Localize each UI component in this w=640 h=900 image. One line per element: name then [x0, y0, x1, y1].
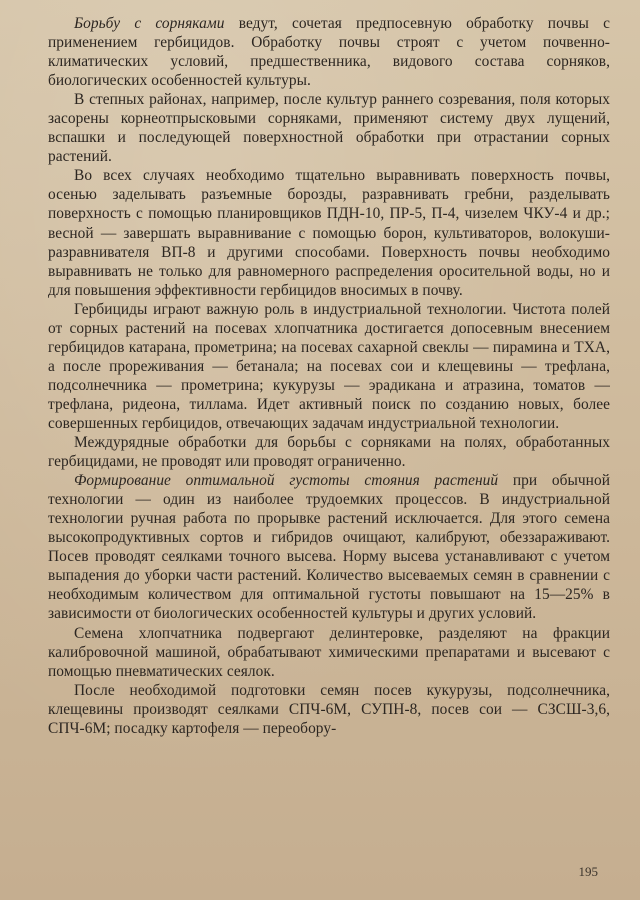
paragraph: [48, 90, 610, 166]
paragraph: [48, 681, 610, 738]
paragraph-lead-italic: Борьбу с сорняками: [74, 15, 225, 32]
paragraph-text: В степных районах, например, после культур раннего созревания, поля которых засорены корнеотпрысковыми сорняками, применяют систему двух лущений, вспашки и последующей поверхностной обработки при отрастании сорных растений.: [48, 91, 610, 166]
paragraph-text: при обычной технологии — один из наиболее трудоемких процессов. В индустриальной технологии ручная работа по прорывке растений исключается. Для этого семена высокопродуктивных сортов и гибридов очищают, калибруют, обеззараживают. Посев проводят сеялками точного высева. Норму высева устанавливают с учетом выпадения до уборки части растений. Количество высеваемых семян в сравнении с необходимым количеством для оптимальной густоты повышают на 15—25% в зависимости от биологических особенностей культуры и других условий.: [48, 472, 610, 623]
paragraph-text: Гербициды играют важную роль в индустриальной технологии. Чистота полей от сорных растений на посевах хлопчатника достигается допосевным внесением гербицидов катарана, прометрина; на посевах сахарной свеклы — пирамина и ТХА, а после прореживания — бетанала; на посевах сои и клещевины — трефлана, подсолнечника — прометрина; кукурузы — эрадикана и атразина, томатов — трефлана, ридеона, тиллама. Идет активный поиск по созданию новых, более совершенных гербицидов, отвечающих задачам индустриальной технологии.: [48, 300, 610, 432]
paragraph: [48, 624, 610, 681]
paragraph-text: Во всех случаях необходимо тщательно выравнивать поверхность почвы, осенью заделывать разъемные борозды, разравнивать гребни, разделывать поверхность с помощью планировщиков ПДН-10, ПР-5, П-4, чизелем ЧКУ-4 и др.; весной — завершать выравнивание с помощью борон, культиваторов, волокуши-разравнивателя ВП-8 и другими способами. Поверхность почвы необходимо выравнивать не только для равномерного распределения оросительной воды, но и для повышения эффективности гербицидов вносимых в почву.: [48, 167, 610, 299]
paragraph-text: После необходимой подготовки семян посев кукурузы, подсолнечника, клещевины производят сеялками СПЧ-6М, СУПН-8, посев сои — СЗСШ-3,6, СПЧ-6М; посадку картофеля — переобору-: [48, 681, 610, 737]
paragraph-text: ведут, сочетая предпосевную обработку почвы с применением гербицидов. Обработку почвы строят с учетом почвенно-климатических условий, предшественника, видового состава сорняков, биологических особенностей культуры.: [48, 15, 610, 90]
paragraph-text: Междурядные обработки для борьбы с сорняками на полях, обработанных гербицидами, не проводят или проводят ограниченно.: [48, 434, 610, 471]
paragraph: [48, 14, 610, 90]
paragraph: [48, 471, 610, 623]
paragraph-text: Семена хлопчатника подвергают делинтеровке, разделяют на фракции калибровочной машиной, обрабатывают химическими препаратами и высевают с помощью пневматических сеялок.: [48, 624, 610, 680]
paragraph: [48, 433, 610, 471]
paragraph-lead-italic: Формирование оптимальной густоты стояния растений: [74, 472, 499, 490]
body-text: [48, 14, 610, 738]
paragraph: [48, 166, 610, 299]
page-number: 195: [578, 864, 598, 879]
paragraph: [48, 300, 610, 433]
